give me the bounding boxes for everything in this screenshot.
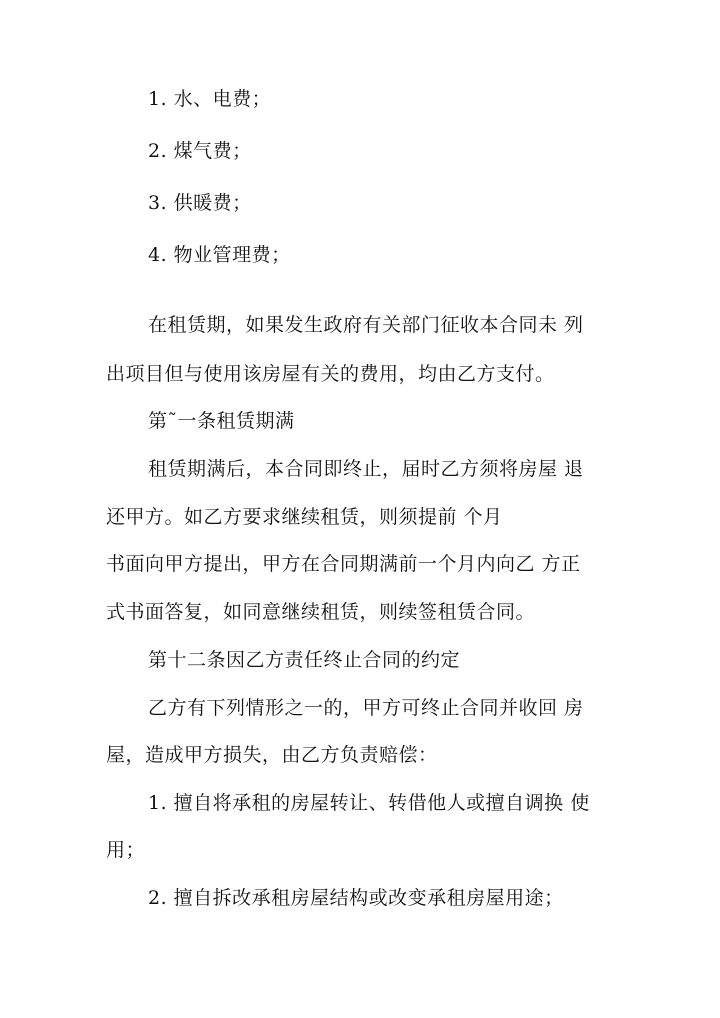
- list-item-water-electricity: 1. 水、电费；: [148, 88, 272, 110]
- paragraph-line: 出项目但与使用该房屋有关的费用，均由乙方支付。: [106, 363, 555, 385]
- paragraph-line: 在租赁期，如果发生政府有关部门征收本合同未 列: [148, 314, 584, 336]
- paragraph-line: 乙方有下列情形之一的，甲方可终止合同并收回 房: [148, 697, 584, 719]
- list-item-sublease: 1. 擅自将承租的房屋转让、转借他人或擅自调换 使: [148, 792, 590, 814]
- paragraph-line: 租赁期满后，本合同即终止，届时乙方须将房屋 退: [148, 458, 584, 480]
- list-item-heating: 3. 供暖费；: [148, 192, 252, 214]
- list-item-alteration: 2. 擅自拆改承租房屋结构或改变承租房屋用途；: [148, 887, 564, 909]
- paragraph-line: 屋，造成甲方损失，由乙方负责赔偿：: [106, 744, 438, 766]
- paragraph-line: 书面向甲方提出，甲方在合同期满前一个月内向乙 方正: [106, 553, 581, 575]
- article-heading: 第˜一条租赁期满: [148, 410, 295, 432]
- article-heading: 第十二条因乙方责任终止合同的约定: [148, 649, 461, 671]
- list-item-property-fee: 4. 物业管理费；: [148, 244, 291, 266]
- paragraph-line: 式书面答复，如同意继续租赁，则续签租赁合同。: [106, 601, 536, 623]
- list-item-gas: 2. 煤气费；: [148, 140, 252, 162]
- paragraph-line: 还甲方。如乙方要求继续租赁，则须提前 个月: [106, 506, 503, 528]
- list-item-sublease-cont: 用；: [106, 839, 146, 861]
